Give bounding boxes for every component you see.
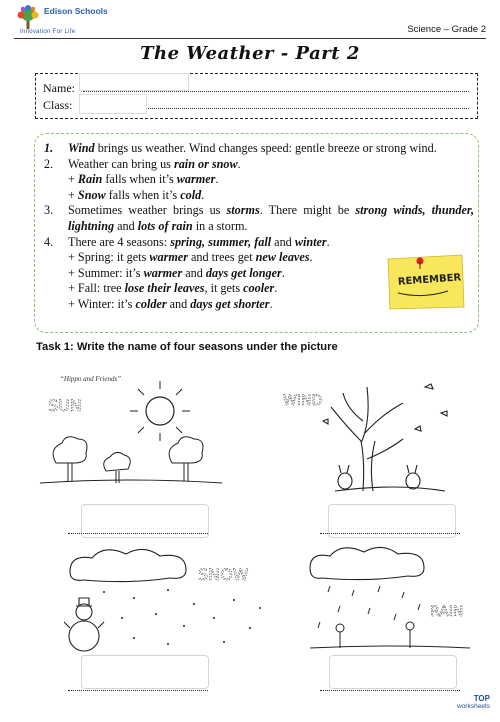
keyword: winter [294,234,327,249]
remember-item [44,235,474,251]
name-label: Name: [43,81,75,95]
school-tagline: Innovation For Life [20,29,76,35]
remember-item [44,172,474,188]
keyword: Wind [68,141,95,155]
snow-picture [64,548,276,656]
remember-item-number [44,188,68,204]
snow-word: SNOW [198,565,249,584]
text-segment: Sometimes weather brings us [68,203,227,218]
text-segment: + Winter: it’s [68,296,136,311]
page-title: The Weather - Part 2 [140,43,360,64]
task-instruction: Task 1: Write the name of four seasons under the picture [36,341,338,353]
text-segment: . [309,250,313,265]
text-segment: . [201,187,205,202]
remember-item [44,141,474,157]
header-divider [14,38,486,39]
wind-word: WIND [283,393,323,409]
text-segment: . [326,234,330,249]
remember-item-text [68,157,474,173]
keyword: colder [135,296,167,311]
subject-grade: Science – Grade 2 [407,24,486,35]
keyword: new leaves [255,250,310,265]
name-input[interactable] [79,73,189,91]
keyword: warmer [176,172,216,187]
remember-item-text [68,141,474,157]
keyword: rain or snow [173,156,238,171]
text-segment: . [237,156,241,171]
keyword: Snow [77,187,106,202]
text-segment: . There might be [259,203,356,218]
remember-item [44,188,474,204]
keyword: warmer [149,250,188,265]
remember-note-label: REMEMBER [397,272,462,288]
text-segment: + [68,172,78,187]
school-name: Edison Schools [44,6,108,16]
text-segment: and [182,265,206,280]
keyword: cooler [243,281,275,296]
footer-top: TOP [473,694,490,703]
answer-line-3 [68,690,208,691]
remember-item-number [44,172,68,188]
keyword: days get shorter [190,296,270,311]
text-segment: and [114,218,138,233]
student-info-box [35,73,478,119]
keyword: spring, summer, fall [170,234,272,249]
text-segment: + [68,187,78,202]
remember-item-number [44,266,68,282]
text-segment: . [215,172,219,187]
text-segment: and [271,234,295,249]
remember-sticky-note [384,253,466,311]
remember-item-number: 1. [44,141,54,155]
text-segment: + Fall: tree [68,281,125,296]
class-label: Class: [43,98,73,112]
text-segment: . [274,281,278,296]
footer-worksheets: worksheets [457,703,490,710]
keyword: lots of rain [137,218,193,233]
remember-item-number [44,250,68,266]
answer-box-3[interactable] [81,655,209,689]
keyword: days get longer [205,265,282,280]
keyword: warmer [143,265,183,280]
class-input[interactable] [79,94,147,114]
keyword: lose their leaves [124,281,205,296]
text-segment: Weather can bring us [68,156,174,171]
text-segment: in a storm. [192,218,248,233]
picture-caption: “Hippo and Friends” [60,375,122,383]
text-segment: , it gets [204,281,244,296]
keyword: Rain [77,172,103,187]
remember-item-text [68,188,474,204]
keyword: strong winds, thunder, lightning [68,203,475,233]
answer-line-1 [68,533,208,534]
rain-picture [300,546,480,654]
remember-item [44,203,474,234]
text-segment: and [166,296,191,311]
text-segment: brings us weather. Wind changes speed: gentle breeze or strong wind. [94,141,437,155]
remember-item [44,157,474,173]
text-segment: falls when it’s [102,172,177,187]
answer-line-2 [320,533,460,534]
text-segment: . [269,296,273,311]
answer-box-4[interactable] [329,655,457,689]
answer-line-4 [320,690,460,691]
text-segment: falls when it’s [105,187,181,202]
tree-logo-icon [14,4,42,30]
sun-picture [36,367,226,499]
remember-item-number [44,281,68,297]
text-segment: . [281,265,285,280]
text-segment: There are 4 seasons: [68,234,171,249]
footer-brand [457,695,490,710]
keyword: cold [180,187,202,202]
remember-item-number: 4. [44,234,54,249]
wind-picture [275,373,465,499]
text-segment: + Summer: it’s [68,265,144,280]
remember-item-number: 2. [44,156,54,171]
keyword: storms [226,203,260,218]
remember-item-number: 3. [44,203,54,218]
rain-word: RAIN [430,604,464,620]
remember-item-text [68,203,474,234]
remember-item-text [68,172,474,188]
name-dotted-line [83,91,469,92]
remember-item-text [68,235,474,251]
remember-item-number [44,297,68,313]
text-segment: + Spring: it gets [68,250,150,265]
sun-word: SUN [48,396,82,415]
text-segment: and trees get [187,250,256,265]
